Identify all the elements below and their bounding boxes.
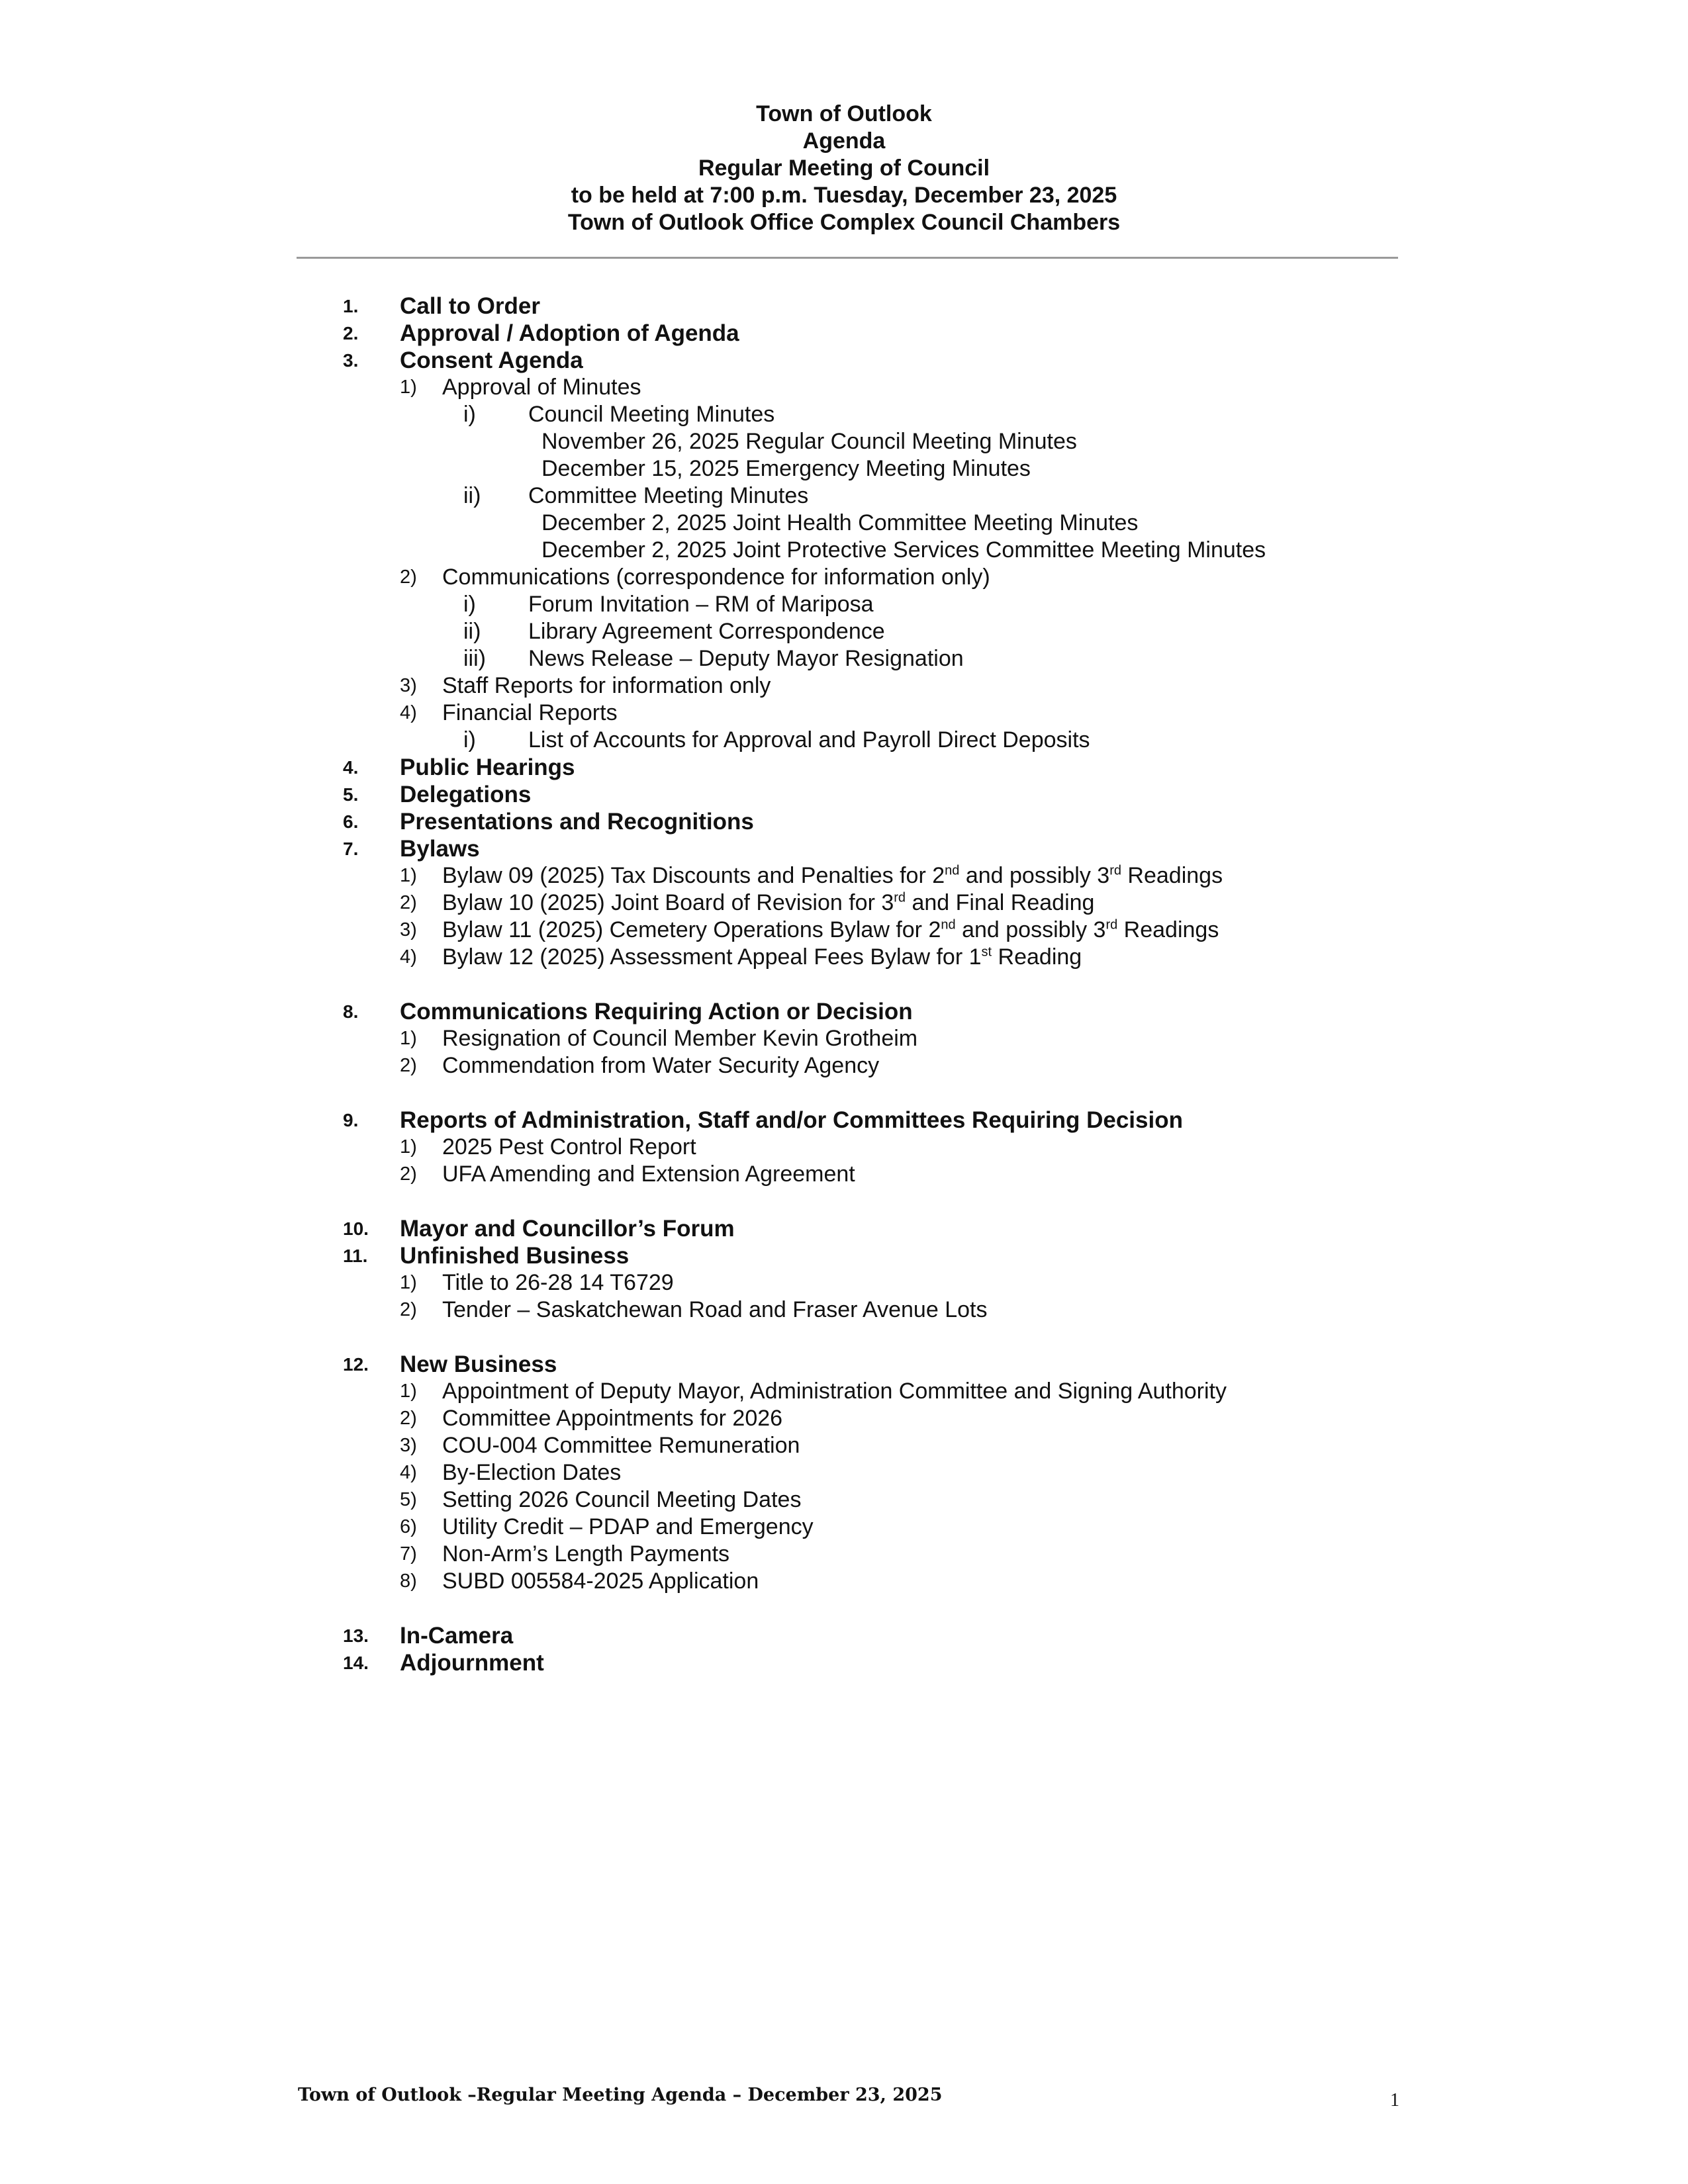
- item-number: 1): [400, 377, 417, 398]
- item-text: Financial Reports: [442, 700, 618, 725]
- item-text: 2025 Pest Control Report: [442, 1134, 696, 1160]
- item-text: SUBD 005584-2025 Application: [442, 1569, 759, 1594]
- item-number: 4): [400, 702, 417, 723]
- item-number: 1): [400, 1381, 417, 1402]
- item-text: Resignation of Council Member Kevin Grotheim: [442, 1026, 918, 1051]
- item-number: 2): [400, 1299, 417, 1320]
- item-text: By-Election Dates: [442, 1460, 622, 1485]
- section-number: 10.: [343, 1218, 369, 1239]
- item-number: 8): [400, 1570, 417, 1592]
- subitem-number: ii): [463, 483, 481, 508]
- detail-text: December 15, 2025 Emergency Meeting Minutes: [541, 456, 1031, 481]
- item-text: Staff Reports for information only: [442, 673, 771, 698]
- detail-text: December 2, 2025 Joint Protective Services Committee Meeting Minutes: [541, 537, 1266, 563]
- subitem-number: ii): [463, 619, 481, 644]
- item-number: 2): [400, 892, 417, 913]
- section-number: 8.: [343, 1001, 359, 1022]
- subitem-number: i): [463, 402, 476, 427]
- subitem-text: Library Agreement Correspondence: [528, 619, 885, 644]
- header-divider: [297, 257, 1398, 259]
- item-text: Appointment of Deputy Mayor, Administration Committee and Signing Authority: [442, 1379, 1227, 1404]
- item-text: Bylaw 12 (2025) Assessment Appeal Fees Bylaw for 1st Reading: [442, 944, 1082, 970]
- item-number: 2): [400, 567, 417, 588]
- item-text: Committee Appointments for 2026: [442, 1406, 783, 1431]
- subitem-number: i): [463, 592, 476, 617]
- item-text: Bylaw 10 (2025) Joint Board of Revision for 3rd and Final Reading: [442, 890, 1095, 915]
- item-number: 1): [400, 1028, 417, 1049]
- item-text: Tender – Saskatchewan Road and Fraser Avenue Lots: [442, 1297, 988, 1322]
- item-number: 4): [400, 1462, 417, 1483]
- section-title: Delegations: [400, 782, 532, 807]
- subitem-text: Council Meeting Minutes: [528, 402, 775, 427]
- section-title: Unfinished Business: [400, 1243, 630, 1269]
- item-number: 2): [400, 1163, 417, 1185]
- item-text: Commendation from Water Security Agency: [442, 1053, 880, 1078]
- detail-text: December 2, 2025 Joint Health Committee Meeting Minutes: [541, 510, 1139, 535]
- item-text: UFA Amending and Extension Agreement: [442, 1161, 855, 1187]
- section-title: Call to Order: [400, 293, 540, 319]
- item-number: 6): [400, 1516, 417, 1537]
- item-text: Setting 2026 Council Meeting Dates: [442, 1487, 802, 1512]
- section-number: 13.: [343, 1625, 369, 1646]
- item-text: Approval of Minutes: [442, 375, 641, 400]
- item-text: Bylaw 11 (2025) Cemetery Operations Bylaw for 2nd and possibly 3rd Readings: [442, 917, 1219, 942]
- section-number: 9.: [343, 1110, 359, 1130]
- section-number: 11.: [343, 1246, 368, 1266]
- item-number: 5): [400, 1489, 417, 1510]
- section-number: 7.: [343, 839, 359, 859]
- header-location: Town of Outlook Office Complex Council Chambers: [567, 210, 1121, 235]
- section-number: 14.: [343, 1653, 369, 1673]
- item-text: Non-Arm’s Length Payments: [442, 1541, 730, 1567]
- item-number: 3): [400, 1435, 417, 1456]
- item-number: 2): [400, 1055, 417, 1076]
- section-number: 4.: [343, 757, 359, 778]
- section-number: 6.: [343, 811, 359, 832]
- item-number: 3): [400, 919, 417, 940]
- subitem-text: List of Accounts for Approval and Payroll Direct Deposits: [528, 727, 1090, 752]
- section-number: 3.: [343, 350, 359, 371]
- item-text: Bylaw 09 (2025) Tax Discounts and Penalties for 2nd and possibly 3rd Readings: [442, 863, 1223, 888]
- section-number: 12.: [343, 1354, 369, 1375]
- subitem-text: News Release – Deputy Mayor Resignation: [528, 646, 964, 671]
- item-number: 1): [400, 1136, 417, 1158]
- section-title: Public Hearings: [400, 754, 575, 780]
- document-header: [0, 101, 1688, 236]
- section-title: New Business: [400, 1351, 557, 1377]
- item-text: Utility Credit – PDAP and Emergency: [442, 1514, 814, 1539]
- item-number: 1): [400, 1272, 417, 1293]
- section-title: Communications Requiring Action or Decision: [400, 999, 913, 1024]
- section-number: 2.: [343, 323, 359, 343]
- item-number: 4): [400, 946, 417, 968]
- detail-text: November 26, 2025 Regular Council Meeting Minutes: [541, 429, 1077, 454]
- section-title: In-Camera: [400, 1623, 514, 1649]
- section-title: Approval / Adoption of Agenda: [400, 320, 739, 346]
- item-number: 3): [400, 675, 417, 696]
- item-text: Title to 26-28 14 T6729: [442, 1270, 674, 1295]
- item-number: 2): [400, 1408, 417, 1429]
- item-number: 1): [400, 865, 417, 886]
- subitem-number: iii): [463, 646, 486, 671]
- header-town: Town of Outlook: [756, 101, 932, 126]
- section-title: Mayor and Councillor’s Forum: [400, 1216, 735, 1242]
- subitem-number: i): [463, 727, 476, 752]
- item-text: Communications (correspondence for information only): [442, 565, 990, 590]
- section-title: Reports of Administration, Staff and/or Committees Requiring Decision: [400, 1107, 1183, 1133]
- section-number: 1.: [343, 296, 359, 316]
- section-title: Bylaws: [400, 836, 480, 862]
- section-number: 5.: [343, 784, 359, 805]
- item-text: COU-004 Committee Remuneration: [442, 1433, 800, 1458]
- header-meeting-type: Regular Meeting of Council: [698, 156, 990, 181]
- section-title: Presentations and Recognitions: [400, 809, 754, 835]
- section-title: Consent Agenda: [400, 347, 583, 373]
- page-footer: Town of Outlook –Regular Meeting Agenda – December 23, 2025: [298, 2085, 943, 2105]
- header-title: Agenda: [802, 128, 886, 154]
- subitem-text: Forum Invitation – RM of Mariposa: [528, 592, 874, 617]
- section-title: Adjournment: [400, 1650, 544, 1676]
- item-number: 7): [400, 1543, 417, 1565]
- page-number: 1: [1390, 2090, 1399, 2111]
- subitem-text: Committee Meeting Minutes: [528, 483, 809, 508]
- header-date-time: to be held at 7:00 p.m. Tuesday, December 23, 2025: [571, 183, 1117, 208]
